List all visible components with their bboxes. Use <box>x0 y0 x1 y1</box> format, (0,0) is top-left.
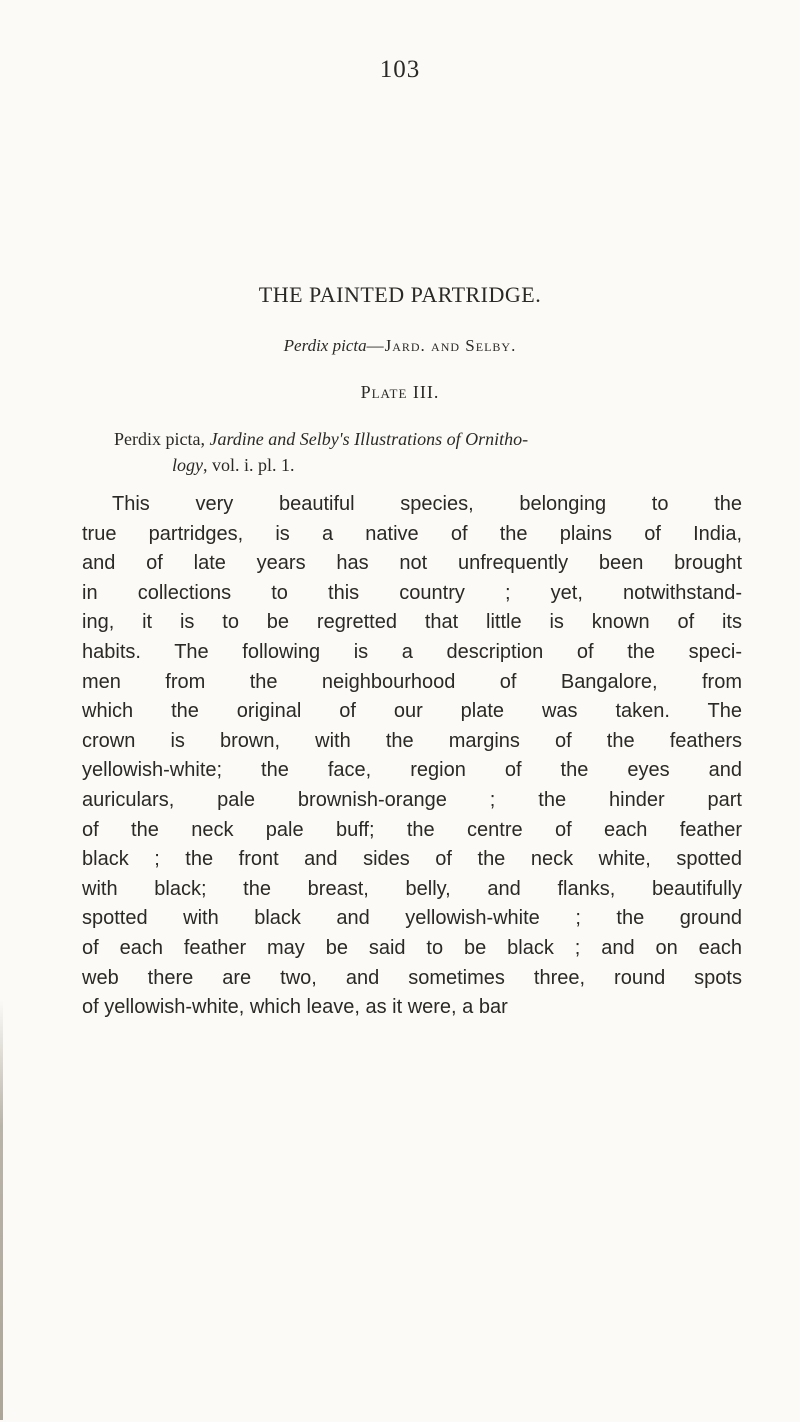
synonym-authority: —Jard. and Selby. <box>366 336 517 355</box>
body-line: habits. The following is a description of the speci- <box>82 640 742 663</box>
body-line: of the neck pale buff; the centre of each feather <box>82 818 742 841</box>
body-line: true partridges, is a native of the plains of India, <box>82 522 742 545</box>
body-line: ing, it is to be regretted that little is known of its <box>82 611 742 634</box>
body-line: spotted with black and yellowish-white ; the ground <box>82 907 742 930</box>
body-line: in collections to this country ; yet, notwithstand- <box>82 581 742 604</box>
page-number: 103 <box>379 56 421 83</box>
body-paragraph <box>82 490 742 1023</box>
page-edge-shadow <box>0 1000 3 1420</box>
body-line: web there are two, and sometimes three, round spots <box>82 966 742 989</box>
reference-volume: , vol. i. pl. 1. <box>203 455 295 475</box>
reference-line-2 <box>114 452 734 478</box>
body-line: which the original of our plate was taken. The <box>82 700 742 723</box>
body-line: This very beautiful species, belonging to the <box>112 493 742 515</box>
body-line: of each feather may be said to be black ; and on each <box>82 936 742 959</box>
page-title: THE PAINTED PARTRIDGE. <box>258 282 542 307</box>
plate-label: Plate III. <box>360 382 440 402</box>
body-line: and of late years has not unfrequently been brought <box>82 552 742 575</box>
body-line: men from the neighbourhood of Bangalore, from <box>82 670 742 693</box>
body-line: black ; the front and sides of the neck white, spotted <box>82 848 742 871</box>
body-line: of yellowish-white, which leave, as it were, a bar <box>82 996 508 1019</box>
body-line: auriculars, pale brownish-orange ; the hinder part <box>82 788 742 811</box>
body-line: with black; the breast, belly, and flanks, beautifully <box>82 877 742 900</box>
bibliographic-reference <box>114 426 734 478</box>
reference-work-title-cont: logy <box>172 455 203 475</box>
species-synonym <box>0 336 800 356</box>
body-line: yellowish-white; the face, region of the eyes and <box>82 759 742 782</box>
body-line: crown is brown, with the margins of the feathers <box>82 729 742 752</box>
reference-name: Perdix picta, <box>114 429 210 449</box>
synonym-scientific-name: Perdix picta <box>283 336 367 355</box>
reference-work-title: Jardine and Selby's Illustrations of Ornitho- <box>209 429 529 449</box>
